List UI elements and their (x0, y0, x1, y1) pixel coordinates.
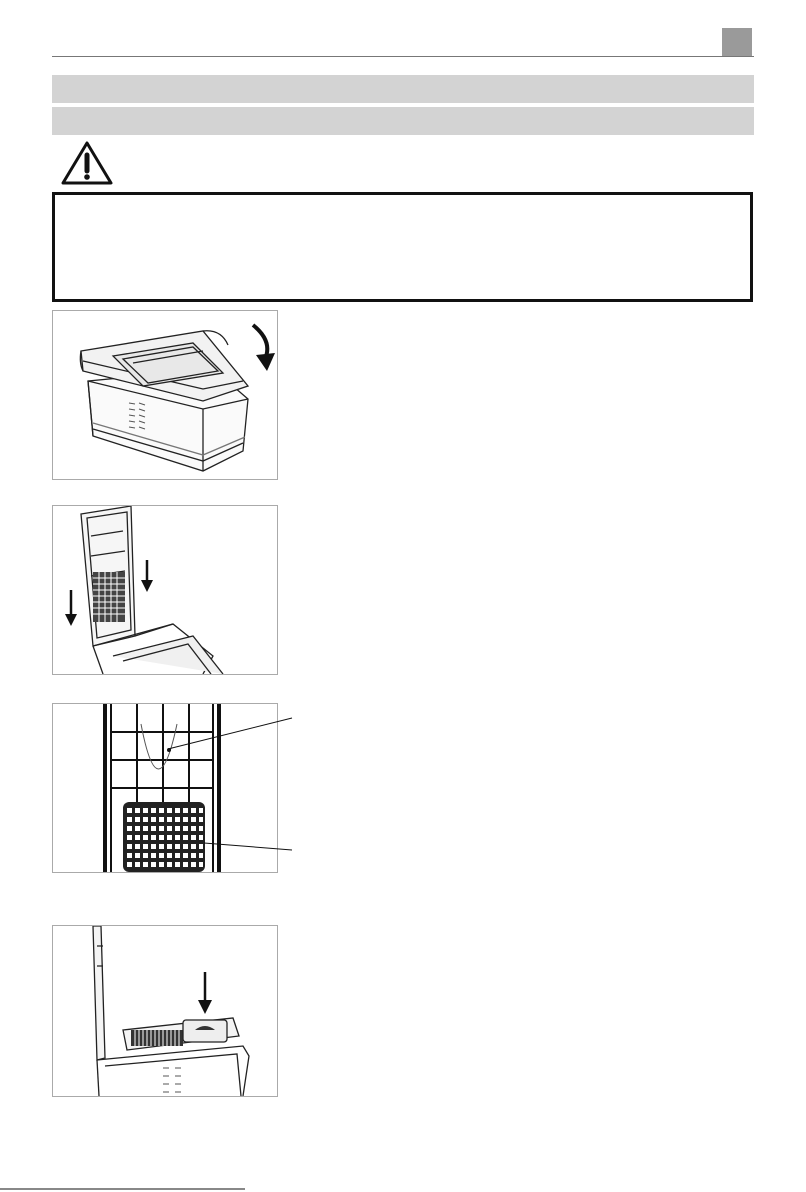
filter-grid-detail-figure (52, 703, 278, 873)
warning-box (52, 192, 753, 302)
warning-triangle-icon (60, 140, 114, 186)
cartridge-insert-figure (52, 925, 278, 1097)
header-rule (52, 56, 754, 57)
container-lid-close-figure (52, 310, 278, 480)
page-tab (722, 28, 752, 56)
footer-artifact (0, 1186, 806, 1192)
section-bar-2 (52, 107, 754, 135)
filter-insert-figure (52, 505, 278, 675)
section-bar-1 (52, 75, 754, 103)
